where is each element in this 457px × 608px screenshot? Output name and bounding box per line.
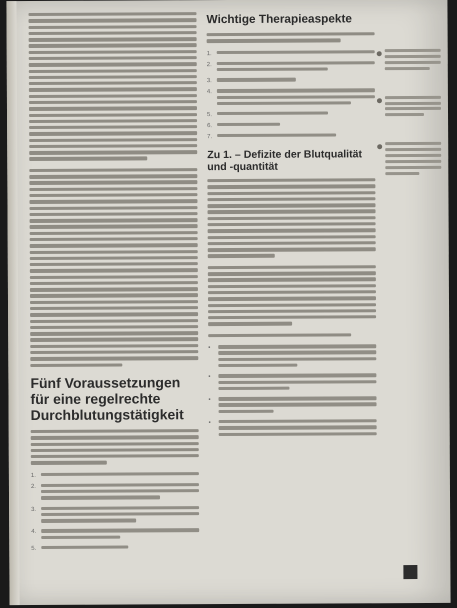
- note-bullet-icon: [377, 51, 382, 56]
- list-number: 6.: [207, 123, 213, 130]
- list-number: 3.: [206, 78, 212, 85]
- list-number: 5.: [31, 546, 37, 553]
- list-bullet: •: [208, 397, 211, 404]
- list-item: [207, 111, 375, 119]
- list-item: [31, 529, 199, 542]
- list-item: [31, 472, 199, 480]
- list-item: [31, 506, 199, 526]
- remedies-intro: [208, 333, 376, 337]
- list-number: 3.: [31, 506, 37, 513]
- list-number: 2.: [206, 61, 212, 68]
- list-item: [208, 396, 376, 416]
- list-item: [31, 483, 199, 503]
- list-number: 4.: [206, 89, 212, 96]
- list-item: [208, 344, 376, 370]
- list-item: [207, 133, 375, 141]
- heading-blood-quality: Zu 1. – Defizite der Blutqualität und -quantität: [207, 148, 363, 174]
- note-bullet-icon: [377, 145, 382, 150]
- margin-note: [385, 49, 441, 70]
- side-effects-paragraph: [208, 265, 376, 326]
- list-item: [209, 419, 377, 439]
- heading-therapy-aspects: Wichtige Therapieaspekte: [206, 11, 352, 27]
- magazine-page: [6, 0, 450, 605]
- list-item: [208, 374, 376, 394]
- list-number: 5.: [207, 112, 213, 119]
- left-column: [28, 12, 199, 557]
- list-item: [207, 77, 375, 85]
- margin-note: [385, 96, 441, 117]
- intro-paragraph: [28, 12, 197, 161]
- list-number: 2.: [30, 483, 36, 490]
- list-number: 4.: [31, 529, 37, 536]
- list-number: 1.: [30, 472, 36, 479]
- second-paragraph: [29, 168, 198, 367]
- therapy-list: [207, 50, 375, 141]
- page-gutter: [6, 1, 19, 605]
- middle-column: [206, 11, 376, 443]
- therapy-intro: [207, 32, 375, 43]
- conditions-intro: [31, 429, 199, 465]
- blood-quality-paragraph: [207, 178, 375, 258]
- list-item: [207, 61, 375, 74]
- margin-note: [385, 142, 441, 175]
- list-number: 7.: [207, 134, 213, 141]
- remedies-list: [208, 344, 376, 439]
- list-item: [207, 88, 375, 108]
- list-bullet: •: [208, 345, 211, 352]
- list-bullet: •: [208, 374, 211, 381]
- margin-notes: [385, 49, 442, 201]
- list-bullet: •: [208, 420, 211, 427]
- list-item: [207, 122, 375, 130]
- list-item: [31, 545, 199, 553]
- page-number-tab: [403, 565, 417, 579]
- list-number: 1.: [206, 50, 212, 57]
- conditions-list: [31, 472, 199, 553]
- list-item: [207, 50, 375, 58]
- note-bullet-icon: [377, 98, 382, 103]
- heading-five-conditions: Fünf Voraussetzungen für eine regelrechte Durchblutungstätigkeit: [30, 374, 184, 424]
